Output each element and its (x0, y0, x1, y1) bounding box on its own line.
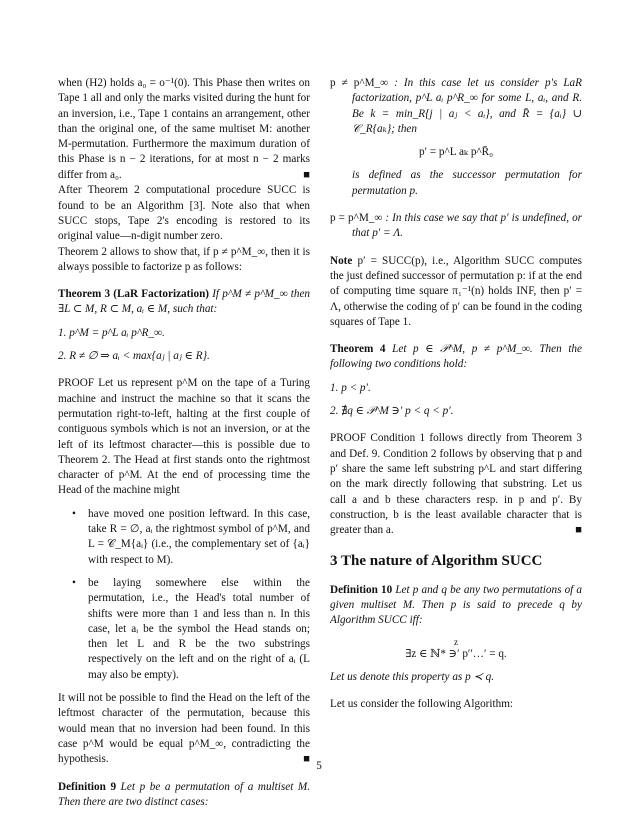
list-item: 1. p^M = p^L aᵢ p^R_∞. (58, 326, 165, 339)
proof-label: PROOF (58, 377, 95, 390)
formula: ∃z ∈ ℕ* ∋′ p′′…′ = q. (405, 647, 507, 660)
paragraph: It will not be possible to find the Head on the left of the leftmost character of the permutation, because this would mean that no inversion had been found. In this case p^M would be equal p^M_∞, contradicting the hypothesis. (58, 691, 310, 766)
qed-mark: ■ (303, 169, 310, 182)
proof (330, 431, 582, 538)
paragraph: Let us consider the following Algorithm: (330, 698, 514, 711)
page-number: 5 (316, 760, 322, 772)
definition-text: Let p be a permutation of a multiset M. Then there are two distinct cases: (58, 780, 311, 809)
paragraph: Let us denote this property as p ≺ q. (330, 670, 495, 683)
left-column (58, 76, 310, 810)
right-column (330, 76, 582, 713)
bullet-item: • have moved one position leftward. In this case, take R = ∅, aᵢ the rightmost symbol of p^M, and L = 𝒞_M{aᵢ} (i.e., the complementary set of {aᵢ} with respect to M). (58, 507, 310, 568)
definition-title: Definition 10 (330, 583, 393, 596)
theorem-title: Theorem 3 (LaR Factorization) (58, 288, 210, 301)
proof-text: Let us represent p^M on the tape of a Turing machine and instruct the machine so that it scans the permutation right-to-left, halting at the first couple of contiguous symbols which is not an inversion, or at the left of its leftmost character—this is possible due to Theorem 2. The Head at first stands onto the rightmost character of p^M. At the end of processing time the Head of the machine might (58, 377, 310, 497)
proof (58, 376, 310, 498)
paragraph: After Theorem 2 computational procedure SUCC is found to be an Algorithm [3]. Note also that when SUCC stops, Tape 2's encoding is restored to its original value—n-digit number zero. (58, 184, 310, 243)
case-head: p ≠ p^M_∞ (330, 77, 389, 89)
note (330, 254, 582, 330)
theorem-text: Let p ∈ 𝒫^M, p ≠ p^M_∞. Then the following two conditions hold: (330, 343, 582, 371)
proof-text: Condition 1 follows directly from Theorem 3 and Def. 9. Condition 2 follows by observing that p and p′ share the same left substring p^L and start differing on the mark directly following that substring. Let us call a and b these characters resp. in p and p′. By construction, b is the least available character that is greater than a. (330, 432, 583, 537)
case-2 (330, 211, 582, 242)
overbrace-label: z (454, 636, 458, 647)
bullet-item: • be laying somewhere else within the permutation, i.e., the Head's total number of shifts were more than 1 and less than n. In this case, let aᵢ be the symbol the Head stands on; then let L and R be the two substrings respectively on the left and on the right of aᵢ (L may also be empty). (58, 576, 310, 683)
section-heading: 3 The nature of Algorithm SUCC (330, 552, 543, 569)
theorem-3 (58, 287, 310, 318)
case-text: is defined as the successor permutation for permutation p. (352, 169, 582, 197)
list-item: 2. R ≠ ∅ ⇒ aᵢ < max{aⱼ | aⱼ ∈ R}. (58, 350, 210, 363)
definition-9 (58, 780, 310, 811)
definition-10 (330, 583, 582, 629)
theorem-text: If p^M ≠ p^M_∞ then ∃L ⊂ M, R ⊂ M, aᵢ ∈ M, such that: (58, 288, 310, 316)
formula: p′ = p^L aₖ p^R̄₀ (418, 146, 494, 159)
definition-text: Let p and q be any two permutations of a given multiset M. Then p is said to precede q by Algorithm SUCC iff: (330, 583, 583, 627)
case-text: : In this case we say that p′ is undefined, or that p′ = Λ. (352, 212, 583, 240)
case-1 (330, 76, 582, 137)
qed-mark: ■ (303, 753, 310, 766)
qed-mark: ■ (575, 524, 582, 537)
case-head: p = p^M_∞ (330, 212, 383, 225)
list-item: 1. p < p′. (330, 381, 371, 394)
proof-label: PROOF (330, 432, 367, 445)
theorem-4 (330, 342, 582, 373)
note-text: p′ = SUCC(p), i.e., Algorithm SUCC computes the just defined successor of permutation p: if at the end of computing time square π₁⁻¹(n) holds INF, then p′ = Λ, otherwise the coding of p′ can be found in the coding squares of Tape 1. (330, 254, 582, 328)
theorem-title: Theorem 4 (330, 343, 386, 356)
case-text: : In this case let us consider p's LaR factorization, p^L aᵢ p^R_∞ for some L, aᵢ, and R. Be k = min_R{j | aⱼ < aᵢ}, and R̄ = {aᵢ} ∪ 𝒞_R{aₖ}; then (352, 77, 582, 135)
paragraph: when (H2) holds a₀ = o⁻¹(0). This Phase then writes on Tape 1 all and only the marks visited during the hunt for an inversion, i.e., Tape 1 contains an arrangement, other than the original one, of the same multiset M: another M-permutation. Furthermore the maximum duration of this Phase is n − 2 iterations, for at most n − 2 marks differ from a₀. (58, 77, 310, 181)
definition-title: Definition 9 (58, 780, 117, 793)
list-item: 2. ∄q ∈ 𝒫^M ∋′ p < q < p′. (330, 405, 454, 418)
note-label: Note (330, 254, 353, 267)
paragraph: Theorem 2 allows to show that, if p ≠ p^M_∞, then it is always possible to factorize p as follows: (58, 245, 310, 273)
